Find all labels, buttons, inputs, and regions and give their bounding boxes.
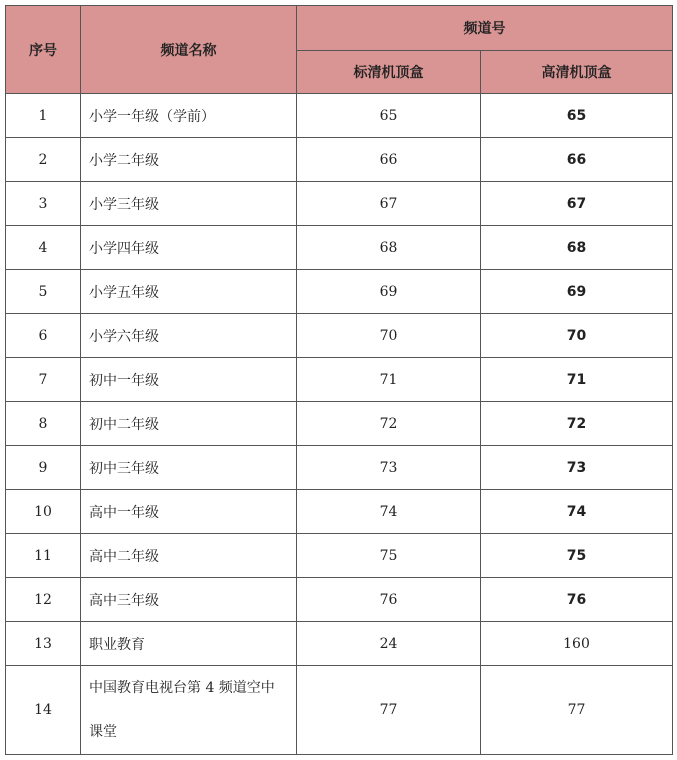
table-row <box>6 622 673 666</box>
row-index: 3 <box>6 182 81 226</box>
row-channel-name: 高中二年级 <box>81 534 297 578</box>
row-sd-number: 73 <box>297 446 481 490</box>
table-row <box>6 666 673 755</box>
row-sd-number: 67 <box>297 182 481 226</box>
table-row <box>6 578 673 622</box>
row-hd-number: 65 <box>481 94 673 138</box>
row-channel-name: 初中三年级 <box>81 446 297 490</box>
table-row <box>6 270 673 314</box>
row-hd-number: 76 <box>481 578 673 622</box>
table-row <box>6 226 673 270</box>
row-hd-number: 72 <box>481 402 673 446</box>
row-sd-number: 66 <box>297 138 481 182</box>
row-hd-number: 71 <box>481 358 673 402</box>
row-hd-number: 66 <box>481 138 673 182</box>
row-channel-name: 小学一年级（学前） <box>81 94 297 138</box>
row-index: 6 <box>6 314 81 358</box>
row-channel-name: 职业教育 <box>81 622 297 666</box>
row-channel-name: 高中三年级 <box>81 578 297 622</box>
row-index: 13 <box>6 622 81 666</box>
table-row <box>6 490 673 534</box>
row-sd-number: 68 <box>297 226 481 270</box>
row-hd-number: 69 <box>481 270 673 314</box>
row-index: 4 <box>6 226 81 270</box>
row-sd-number: 69 <box>297 270 481 314</box>
header-index: 序号 <box>6 6 81 94</box>
row-index: 10 <box>6 490 81 534</box>
row-sd-number: 24 <box>297 622 481 666</box>
row-hd-number: 74 <box>481 490 673 534</box>
table-row <box>6 314 673 358</box>
channel-table <box>5 5 673 755</box>
row-index: 2 <box>6 138 81 182</box>
table-row <box>6 446 673 490</box>
row-sd-number: 77 <box>297 666 481 755</box>
table-row <box>6 94 673 138</box>
row-hd-number: 73 <box>481 446 673 490</box>
row-hd-number: 67 <box>481 182 673 226</box>
row-hd-number: 68 <box>481 226 673 270</box>
row-index: 14 <box>6 666 81 755</box>
row-index: 1 <box>6 94 81 138</box>
row-channel-name <box>81 666 297 755</box>
table-row <box>6 358 673 402</box>
row-channel-name: 小学六年级 <box>81 314 297 358</box>
row-sd-number: 71 <box>297 358 481 402</box>
row-hd-number: 75 <box>481 534 673 578</box>
row-hd-number: 70 <box>481 314 673 358</box>
table-row <box>6 138 673 182</box>
row-sd-number: 76 <box>297 578 481 622</box>
row-sd-number: 75 <box>297 534 481 578</box>
row-channel-name: 高中一年级 <box>81 490 297 534</box>
row-sd-number: 70 <box>297 314 481 358</box>
row-index: 12 <box>6 578 81 622</box>
header-sd-box: 标清机顶盒 <box>297 51 481 94</box>
row-index: 5 <box>6 270 81 314</box>
row-sd-number: 74 <box>297 490 481 534</box>
row-index: 9 <box>6 446 81 490</box>
header-hd-box: 高清机顶盒 <box>481 51 673 94</box>
row-index: 11 <box>6 534 81 578</box>
row-channel-name: 小学五年级 <box>81 270 297 314</box>
row-channel-name: 初中二年级 <box>81 402 297 446</box>
table-row <box>6 402 673 446</box>
header-channel-name: 频道名称 <box>81 6 297 94</box>
row-sd-number: 72 <box>297 402 481 446</box>
row-channel-name: 初中一年级 <box>81 358 297 402</box>
row-channel-name: 小学二年级 <box>81 138 297 182</box>
header-channel-number: 频道号 <box>297 6 673 51</box>
row-index: 8 <box>6 402 81 446</box>
table-row <box>6 182 673 226</box>
row-hd-number: 77 <box>481 666 673 755</box>
row-channel-name-text: 中国教育电视台第 4 频道空中课堂 <box>89 680 275 740</box>
row-sd-number: 65 <box>297 94 481 138</box>
row-channel-name: 小学四年级 <box>81 226 297 270</box>
table-row <box>6 534 673 578</box>
row-hd-number: 160 <box>481 622 673 666</box>
row-channel-name: 小学三年级 <box>81 182 297 226</box>
row-index: 7 <box>6 358 81 402</box>
